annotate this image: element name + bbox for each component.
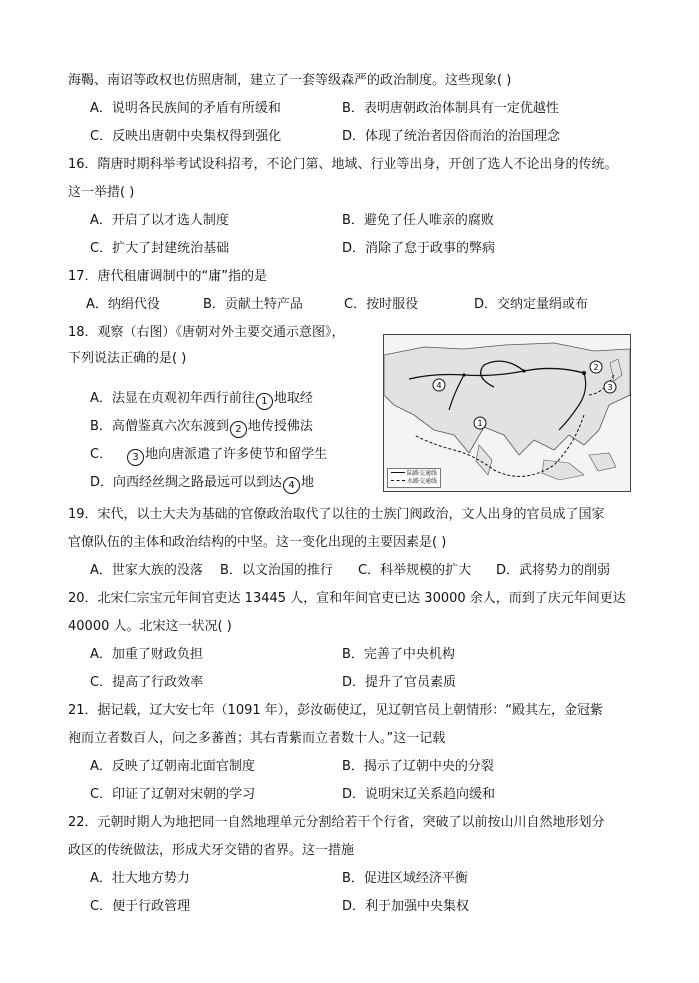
legend-sea-route: 水路交通线 <box>407 478 438 485</box>
q15-stem: 海鞨、南诏等政权也仿照唐制，建立了一套等级森严的政治制度。这些现象( ) <box>68 73 512 88</box>
q18-option-d-suffix: 地 <box>301 475 315 490</box>
q18-option-a <box>90 390 313 410</box>
q17-option-d: D．交纳定量绢或布 <box>474 297 589 312</box>
map-marker-3: 3 <box>607 383 613 392</box>
q22-option-b: B．促进区域经济平衡 <box>342 871 468 886</box>
q18-option-b <box>90 418 313 438</box>
q22-option-a: A．壮大地方势力 <box>90 871 190 886</box>
q21-option-c: C．印证了辽朝对宋朝的学习 <box>90 787 256 802</box>
q21-option-b: B．揭示了辽朝中央的分裂 <box>342 759 494 774</box>
q16-option-b: B．避免了任人唯亲的腐败 <box>342 213 494 228</box>
q18-stem-line2: 下列说法正确的是( ) <box>68 351 187 366</box>
q15-option-a: A．说明各民族间的矛盾有所缓和 <box>90 101 281 116</box>
map-marker-1: 1 <box>477 419 483 428</box>
q20-option-c: C．提高了行政效率 <box>90 675 204 690</box>
q17-option-b: B．贡献土特产品 <box>203 297 303 312</box>
q18-option-d-text: D．向西经丝绸之路最远可以到达 <box>90 475 283 490</box>
q22-stem-line2: 政区的传统做法，形成犬牙交错的省界。这一措施 <box>68 843 355 858</box>
q18-option-d <box>90 474 314 494</box>
q16-option-a: A．开启了以才选人制度 <box>90 213 229 228</box>
map-legend <box>387 468 441 488</box>
q17-option-a: A．纳绢代役 <box>86 297 160 312</box>
map-marker-4: 4 <box>436 381 442 390</box>
q19-stem-line1: 19．宋代，以士大夫为基础的官僚政治取代了以往的士族门阀政治，文人出身的官员成了国家 <box>68 507 605 522</box>
tang-transport-map <box>383 334 631 492</box>
q22-option-c: C．便于行政管理 <box>90 899 191 914</box>
q16-option-c: C．扩大了封建统治基础 <box>90 241 230 256</box>
q20-option-d: D．提升了官员素质 <box>342 675 457 690</box>
q18-option-a-text: A．法显在贞观初年西行前往 <box>90 391 255 406</box>
q18-option-a-suffix: 地取经 <box>273 391 313 406</box>
q16-stem-line1: 16．隋唐时期科举考试设科招考，不论门第、地域、行业等出身，开创了选人不论出身的传统。 <box>68 157 618 172</box>
q22-stem-line1: 22．元朝时期人为地把同一自然地理单元分割给若干个行省，突破了以前按山川自然地形划分 <box>68 815 605 830</box>
q19-option-b: B．以文治国的推行 <box>220 563 333 578</box>
q20-stem-line1: 20．北宋仁宗宝元年间官吏达 13445 人，宣和年间官吏已达 30000 余人，而到了庆元年间更达 <box>68 591 626 606</box>
q18-option-c-text: C． <box>90 447 113 462</box>
q19-option-c: C．科举规模的扩大 <box>358 563 472 578</box>
q16-option-d: D．消除了怠于政事的弊病 <box>342 241 496 256</box>
q16-stem-line2: 这一举措( ) <box>68 185 135 200</box>
q22-option-d: D．利于加强中央集权 <box>342 899 470 914</box>
q20-stem-line2: 40000 人。北宋这一状况( ) <box>68 619 232 634</box>
q18-option-c <box>90 446 327 466</box>
q15-option-d: D．体现了统治者因俗而治的治国理念 <box>342 129 561 144</box>
q18-stem-line1: 18．观察（右图）《唐朝对外主要交通示意图》， <box>68 325 345 340</box>
q21-option-a: A．反映了辽朝南北面官制度 <box>90 759 255 774</box>
q17-stem: 17．唐代租庸调制中的“庸”指的是 <box>68 269 268 284</box>
circled-number-1: 1 <box>256 393 273 410</box>
q21-option-d: D．说明宋辽关系趋向缓和 <box>342 787 496 802</box>
q18-option-b-text: B．高僧鉴真六次东渡到 <box>90 419 229 434</box>
circled-number-2: 2 <box>230 421 247 438</box>
q15-option-c: C．反映出唐朝中央集权得到强化 <box>90 129 282 144</box>
q19-option-d: D．武将势力的削弱 <box>496 563 611 578</box>
map-marker-2: 2 <box>593 363 599 372</box>
q18-option-c-suffix: 地向唐派遣了许多使节和留学生 <box>145 447 328 462</box>
circled-number-4: 4 <box>283 477 300 494</box>
legend-land-route: 陆路交通线 <box>407 470 438 477</box>
q17-option-c: C．按时服役 <box>344 297 419 312</box>
q21-stem-line2: 袍而立者数百人，问之多蕃酋；其右青紫而立者数十人。”这一记载 <box>68 731 446 746</box>
q20-option-b: B．完善了中央机构 <box>342 647 455 662</box>
q19-stem-line2: 官僚队伍的主体和政治结构的中坚。这一变化出现的主要因素是( ) <box>68 535 447 550</box>
q20-option-a: A．加重了财政负担 <box>90 647 203 662</box>
q18-option-b-suffix: 地传授佛法 <box>247 419 313 434</box>
q19-option-a: A．世家大族的没落 <box>90 563 203 578</box>
q21-stem-line1: 21．据记载，辽大安七年（1091 年），彭汝砺使辽，见辽朝官员上朝情形：“殿其左，金冠紫 <box>68 703 603 718</box>
q15-option-b: B．表明唐朝政治体制具有一定优越性 <box>342 101 559 116</box>
circled-number-3: 3 <box>127 449 144 466</box>
